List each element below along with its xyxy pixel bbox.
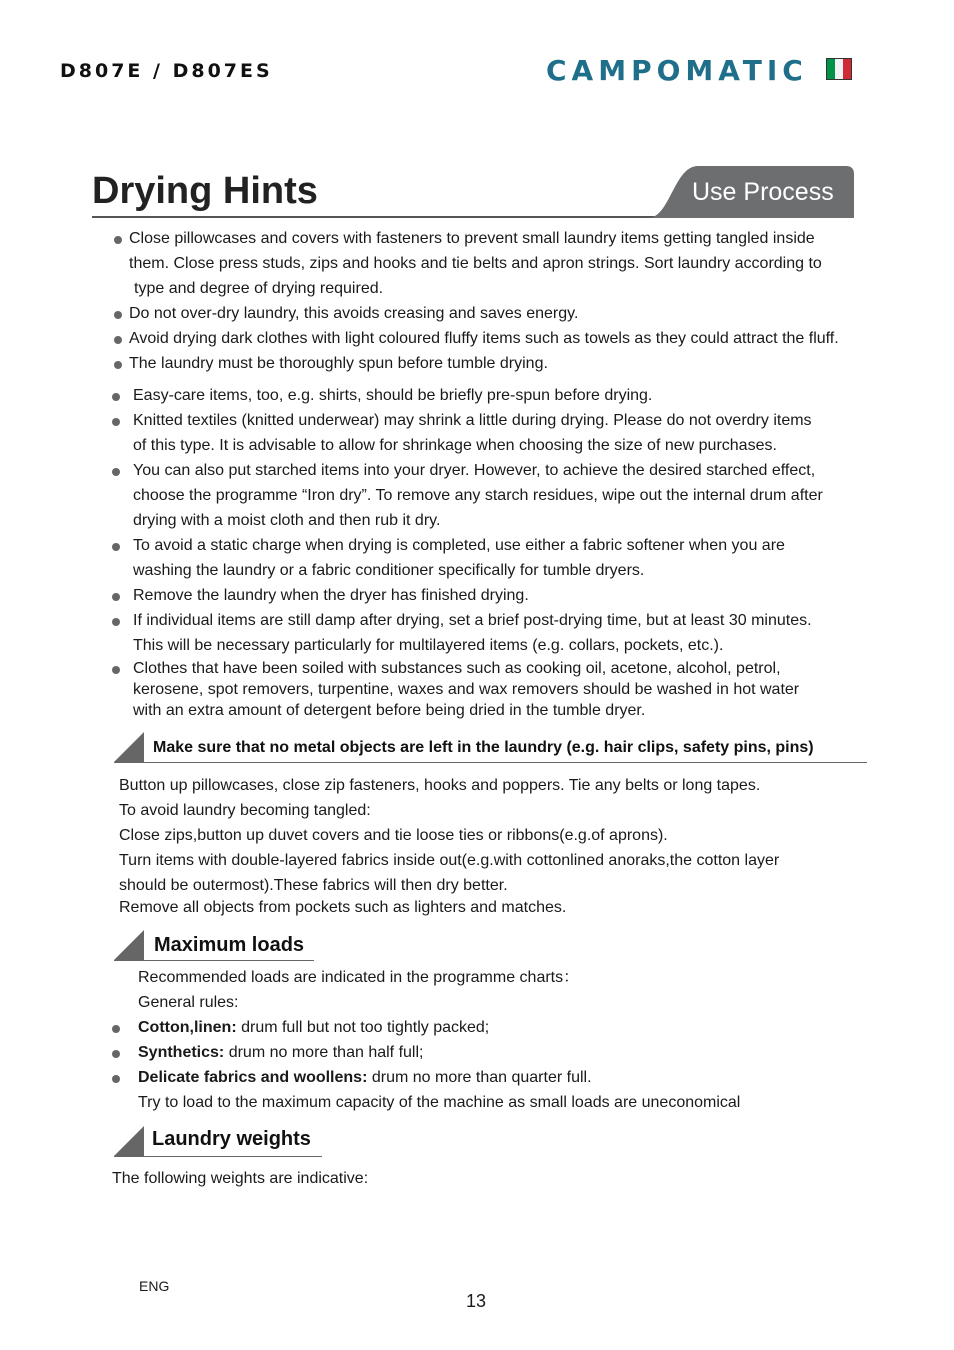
hint-text-line: Do not over-dry laundry, this avoids creasing and saves energy. bbox=[129, 305, 579, 322]
metal-objects-heading: Make sure that no metal objects are left in the laundry (e.g. hair clips, safety pins, pins) bbox=[153, 739, 814, 756]
laundry-weights-text: The following weights are indicative: bbox=[112, 1170, 369, 1187]
page-title: Drying Hints bbox=[92, 170, 318, 212]
hint-text-line: them. Close press studs, zips and hooks and tie belts and apron strings. Sort laundry according to bbox=[129, 255, 822, 272]
section-underline bbox=[114, 1156, 322, 1157]
bullet-dot bbox=[112, 618, 120, 626]
hint-text-line: The laundry must be thoroughly spun before tumble drying. bbox=[129, 355, 548, 372]
load-rule-label: Delicate fabrics and woollens: bbox=[138, 1069, 368, 1086]
hint-text-line: You can also put starched items into your dryer. However, to achieve the desired starched effect, bbox=[133, 462, 816, 479]
bullet-dot bbox=[114, 236, 122, 244]
section-marker-icon bbox=[114, 930, 144, 960]
load-rule-text: drum no more than half full; bbox=[224, 1044, 424, 1061]
hint-text-line: Easy-care items, too, e.g. shirts, should be briefly pre-spun before drying. bbox=[133, 387, 653, 404]
bullet-dot bbox=[114, 336, 122, 344]
section-underline bbox=[114, 960, 314, 961]
load-rule-text: drum no more than quarter full. bbox=[367, 1069, 592, 1086]
load-rule-label: Synthetics: bbox=[138, 1044, 225, 1061]
page-number: 13 bbox=[466, 1291, 487, 1311]
metal-objects-line: should be outermost).These fabrics will then dry better. bbox=[119, 877, 508, 894]
metal-objects-line: To avoid laundry becoming tangled: bbox=[119, 802, 371, 819]
bullet-dot bbox=[114, 361, 122, 369]
hint-text-line: To avoid a static charge when drying is completed, use either a fabric softener when you are bbox=[133, 537, 785, 554]
hint-text-line: kerosene, spot removers, turpentine, waxes and wax removers should be washed in hot water bbox=[133, 681, 800, 698]
hint-text-line: Knitted textiles (knitted underwear) may shrink a little during drying. Please do not overdry items bbox=[133, 412, 812, 429]
bullet-dot bbox=[112, 666, 120, 674]
load-rule-item bbox=[138, 1068, 592, 1088]
hint-text-line: Clothes that have been soiled with substances such as cooking oil, acetone, alcohol, petrol, bbox=[133, 660, 781, 677]
metal-objects-line: Close zips,button up duvet covers and tie loose ties or ribbons(e.g.of aprons). bbox=[119, 827, 668, 844]
hint-text-line: choose the programme “Iron dry”. To remove any starch residues, wipe out the internal drum after bbox=[133, 487, 823, 504]
bullet-dot bbox=[112, 468, 120, 476]
hint-text-line: Remove the laundry when the dryer has finished drying. bbox=[133, 587, 529, 604]
bullet-dot bbox=[112, 418, 120, 426]
maximum-loads-heading: Maximum loads bbox=[154, 934, 305, 956]
hint-text-line: drying with a moist cloth and then rub it dry. bbox=[133, 512, 441, 529]
load-rule-item bbox=[138, 1018, 489, 1038]
bullet-dot bbox=[114, 311, 122, 319]
loads-general: General rules: bbox=[138, 994, 239, 1011]
load-rule-text: drum full but not too tightly packed; bbox=[236, 1019, 490, 1036]
bullet-dot bbox=[112, 543, 120, 551]
laundry-weights-heading: Laundry weights bbox=[152, 1128, 311, 1150]
bullet-dot bbox=[112, 1075, 120, 1083]
bullet-dot bbox=[112, 1025, 120, 1033]
loads-note: Try to load to the maximum capacity of the machine as small loads are uneconomical bbox=[138, 1094, 741, 1111]
hint-text-line: Close pillowcases and covers with fasteners to prevent small laundry items getting tangled inside bbox=[129, 230, 815, 247]
section-marker-icon bbox=[114, 1126, 144, 1156]
hint-text-line: If individual items are still damp after drying, set a brief post-drying time, but at least 30 minutes. bbox=[133, 612, 812, 629]
loads-intro: Recommended loads are indicated in the programme charts： bbox=[138, 969, 580, 986]
load-rule-item bbox=[138, 1043, 423, 1063]
bullet-dot bbox=[112, 593, 120, 601]
title-underline bbox=[92, 216, 672, 218]
hint-text-line: washing the laundry or a fabric conditioner specifically for tumble dryers. bbox=[133, 562, 645, 579]
bullet-dot bbox=[112, 1050, 120, 1058]
metal-objects-line: Button up pillowcases, close zip fasteners, hooks and poppers. Tie any belts or long tapes. bbox=[119, 777, 761, 794]
model-number: D807E / D807ES bbox=[60, 60, 273, 82]
hint-text-line: This will be necessary particularly for multilayered items (e.g. collars, pockets, etc.). bbox=[133, 637, 724, 654]
load-rule-label: Cotton,linen: bbox=[138, 1019, 237, 1036]
section-underline bbox=[114, 762, 867, 763]
metal-objects-line: Remove all objects from pockets such as lighters and matches. bbox=[119, 899, 567, 916]
hint-text-line: type and degree of drying required. bbox=[134, 280, 384, 297]
brand-logo: CAMPOMATIC bbox=[546, 54, 808, 87]
bullet-dot bbox=[112, 393, 120, 401]
hint-text-line: Avoid drying dark clothes with light coloured fluffy items such as towels as they could attract the fluff. bbox=[129, 330, 839, 347]
section-tab-label: Use Process bbox=[692, 178, 834, 206]
language-code: ENG bbox=[139, 1278, 170, 1294]
section-marker-icon bbox=[114, 732, 144, 762]
hint-text-line: of this type. It is advisable to allow for shrinkage when choosing the size of new purchases. bbox=[133, 437, 777, 454]
italian-flag-icon bbox=[826, 58, 852, 80]
hint-text-line: with an extra amount of detergent before being dried in the tumble dryer. bbox=[133, 702, 646, 719]
metal-objects-line: Turn items with double-layered fabrics inside out(e.g.with cottonlined anoraks,the cotton layer bbox=[119, 852, 780, 869]
